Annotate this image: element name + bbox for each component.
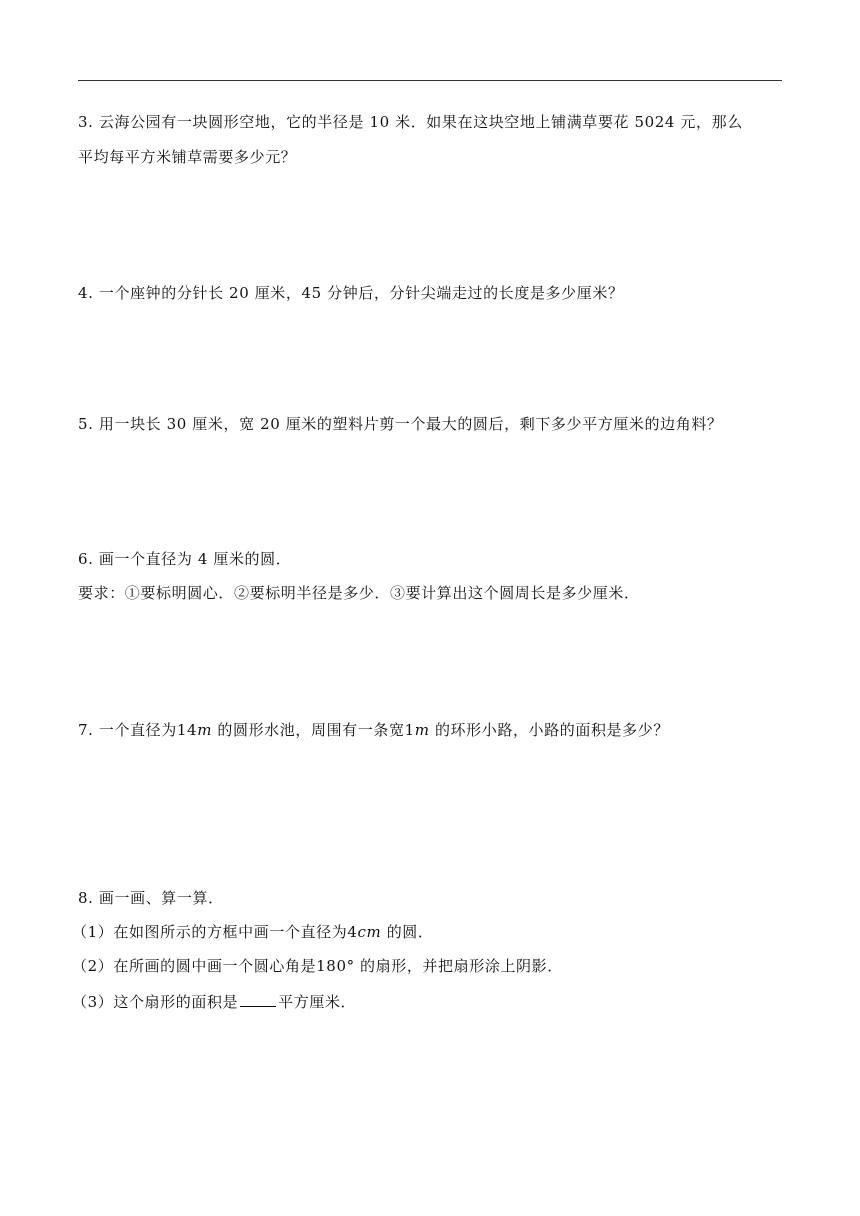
header-rule: [78, 80, 782, 81]
question-4-line-1: 4. 一个座钟的分针长 20 厘米，45 分钟后，分针尖端走过的长度是多少厘米？: [78, 284, 624, 302]
q7-post: 的环形小路，小路的面积是多少？: [429, 721, 669, 739]
question-8-title: 8. 画一画、算一算．: [78, 889, 224, 907]
q8-p2-post: 的扇形，并把扇形涂上阴影．: [354, 957, 563, 975]
q8-p1-post: 的圆．: [381, 923, 434, 941]
question-8-part-2: [72, 956, 563, 976]
q8-p1-pre: （1）在如图所示的方框中画一个直径为: [72, 923, 348, 941]
question-3-line-2: 平均每平方米铺草需要多少元？: [78, 148, 297, 166]
q8-p3-post: 平方厘米．: [278, 993, 357, 1011]
question-8-part-3: [72, 992, 356, 1012]
question-8-part-1: [72, 922, 434, 942]
q7-width-number: 1: [404, 721, 415, 739]
question-6-line-1: 6. 画一个直径为 4 厘米的圆．: [78, 550, 292, 568]
q8-p1-unit: cm: [357, 923, 382, 941]
q8-p1-number: 4: [347, 923, 358, 941]
question-3-line-1: 3. 云海公园有一块圆形空地，它的半径是 10 米．如果在这块空地上铺满草要花 5024 元，那么: [78, 113, 743, 131]
answer-blank[interactable]: [240, 992, 276, 1007]
question-7-line-1: [78, 720, 669, 740]
q7-width-unit: m: [414, 721, 430, 739]
q7-diameter-number: 14: [176, 721, 198, 739]
question-5-line-1: 5. 用一块长 30 厘米，宽 20 厘米的塑料片剪一个最大的圆后，剩下多少平方厘米的边角料？: [78, 415, 723, 433]
q7-mid: 的圆形水池，周围有一条宽: [212, 721, 405, 739]
q7-pre: 7. 一个直径为: [78, 721, 177, 739]
question-6-line-2: 要求：①要标明圆心．②要标明半径是多少．③要计算出这个圆周长是多少厘米．: [78, 584, 640, 602]
q7-diameter-unit: m: [197, 721, 213, 739]
q8-p2-pre: （2）在所画的圆中画一个圆心角是: [72, 957, 317, 975]
q8-p2-angle: 180°: [316, 957, 355, 975]
q8-p3-pre: （3）这个扇形的面积是: [72, 993, 239, 1011]
